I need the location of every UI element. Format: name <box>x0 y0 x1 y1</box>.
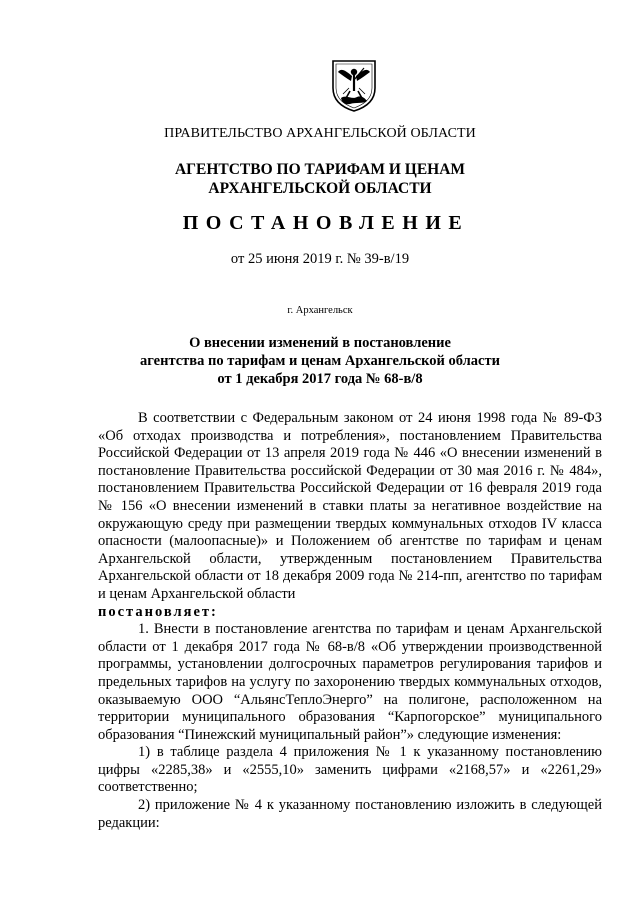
item-1-1-paragraph: 1) в таблице раздела 4 приложения № 1 к указанному постановлению цифры «2285,38» и «2555,10» заменить цифрами «2168,57» и «2261,29» соответственно; <box>98 744 602 796</box>
subject-line2: агентства по тарифам и ценам Архангельской области <box>140 353 500 369</box>
agency-name <box>0 160 640 198</box>
document-body <box>98 410 602 832</box>
agency-name-line2: АРХАНГЕЛЬСКОЙ ОБЛАСТИ <box>208 180 432 197</box>
item-1-2-paragraph: 2) приложение № 4 к указанному постановлению изложить в следующей редакции: <box>98 797 602 831</box>
document-city: г. Архангельск <box>287 305 353 316</box>
decree-word: постановляет: <box>98 603 218 620</box>
document-date-number: от 25 июня 2019 г. № 39-в/19 <box>230 251 410 267</box>
subject-line1: О внесении изменений в постановление <box>189 335 451 351</box>
document-type-title: ПОСТАНОВЛЕНИЕ <box>182 212 470 234</box>
coat-of-arms-emblem-icon <box>330 58 378 112</box>
document-subject <box>0 334 640 388</box>
preamble-paragraph: В соответствии с Федеральным законом от 24 июня 1998 года № 89-ФЗ «Об отходах производства и потребления», постановлением Правительства Российской Федерации от 13 апреля 2019 года № 446 «О внесении изменений в постановление Правительства российской Федерации от 30 мая 2016 г. № 484», постановлением Правительства Российской Федерации от 16 февраля 2019 года № 156 «О внесении изменений в ставки платы за негативное воздействие на окружающую среду при размещении твердых коммунальных отходов IV класса опасности (малоопасные)» и Положением об агентстве по тарифам и ценам Архангельской области, утвержденным постановлением Правительства Архангельской области от 18 декабря 2009 года № 214-пп, агентство по тарифам и ценам Архангельской области <box>98 410 602 602</box>
subject-line3: от 1 декабря 2017 года № 68-в/8 <box>217 371 423 387</box>
item-1-paragraph: 1. Внести в постановление агентства по тарифам и ценам Архангельской области от 1 декабря 2017 года № 68-в/8 «Об утверждении производственной программы, установлении долгосрочных параметров регулирования тарифов и предельных тарифов на услугу по захоронению твердых коммунальных отходов, оказываемую ООО “АльянсТеплоЭнерго” на полигоне, расположенном на территории муниципального образования “Карпогорское” муниципального образования “Пинежский муниципальный район”» следующие изменения: <box>98 621 602 743</box>
agency-name-line1: АГЕНТСТВО ПО ТАРИФАМ И ЦЕНАМ <box>174 161 466 178</box>
government-name: ПРАВИТЕЛЬСТВО АРХАНГЕЛЬСКОЙ ОБЛАСТИ <box>164 126 476 141</box>
